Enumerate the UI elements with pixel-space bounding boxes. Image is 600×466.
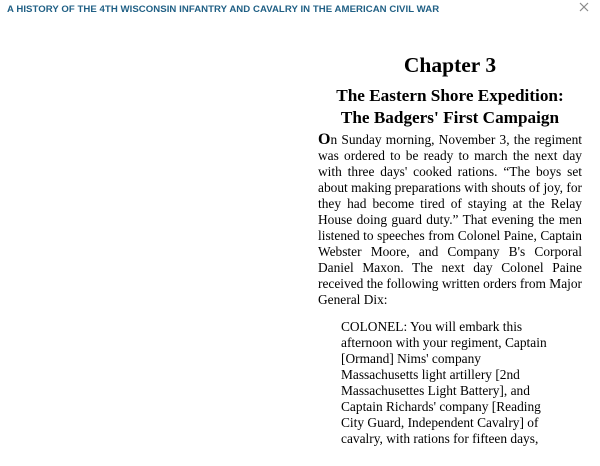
drop-cap: O (318, 131, 331, 148)
chapter-subtitle-line-2: The Badgers' First Campaign (340, 108, 560, 127)
chapter-subtitle-line-1: The Eastern Shore Expedition: (336, 86, 564, 105)
quote-line: cavalry, with rations for fifteen days, (341, 431, 539, 446)
chapter-content (318, 52, 582, 447)
close-icon (574, 0, 594, 16)
quote-line: Massachusettes Light Battery], and (341, 383, 530, 398)
quote-line: [Ormand] Nims' company (341, 351, 482, 366)
quote-line: Captain Richards' company [Reading (341, 399, 541, 414)
chapter-heading: Chapter 3 (403, 53, 497, 77)
chapter-subtitle (318, 85, 582, 129)
book-title: A HISTORY OF THE 4TH WISCONSIN INFANTRY AND CAVALRY IN THE AMERICAN CIVIL WAR (7, 4, 440, 15)
paragraph-text: n Sunday morning, November 3, the regiment was ordered to be ready to march the next day with three days' cooked rations. “The boys set about making preparations with shouts of joy, for they had become tired of staying at the Relay House doing guard duty.” That evening the men listened to speeches from Colonel Paine, Captain Webster Moore, and Company B's Corporal Daniel Maxon. The next day Colonel Paine received the following written orders from Major General Dix: (318, 132, 583, 307)
block-quote (341, 319, 571, 447)
body-paragraph (318, 132, 582, 308)
quote-line: Massachusetts light artillery [2nd (341, 367, 520, 382)
reader-header (0, 0, 600, 22)
quote-line: COLONEL: You will embark this (341, 319, 523, 334)
quote-line: City Guard, Independent Cavalry] of (341, 415, 539, 430)
quote-line: afternoon with your regiment, Captain (341, 335, 547, 350)
close-button[interactable] (574, 0, 594, 16)
